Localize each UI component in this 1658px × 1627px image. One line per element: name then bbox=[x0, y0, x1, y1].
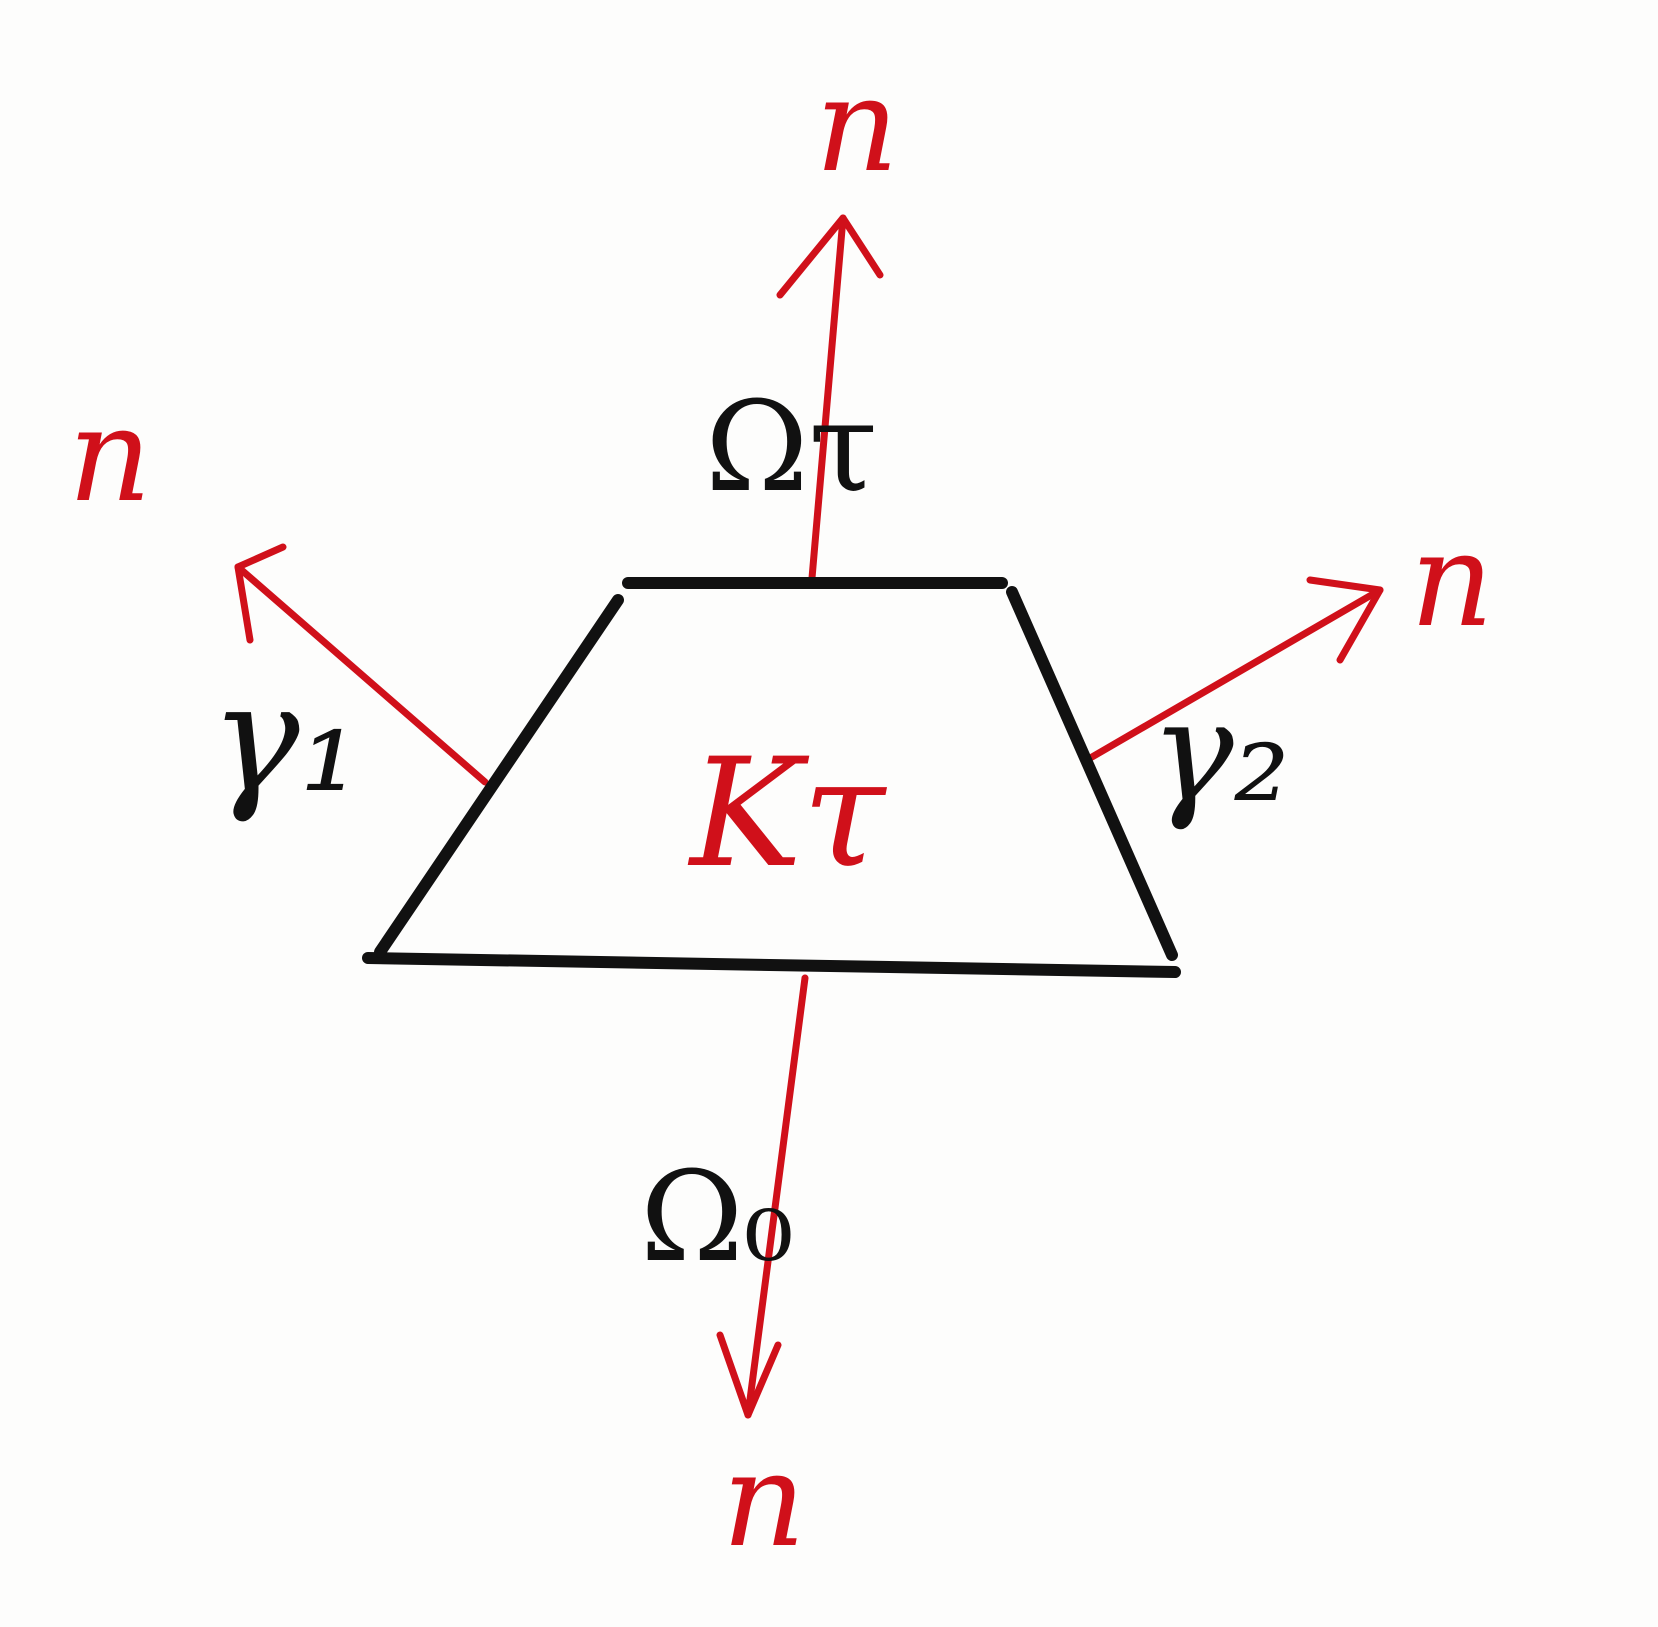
left-edge bbox=[380, 600, 618, 952]
normal-label-left: n bbox=[68, 379, 152, 531]
normal-arrowhead-top bbox=[780, 218, 880, 295]
left-side-label: γ₁ bbox=[210, 652, 360, 826]
bottom-edge bbox=[368, 958, 1175, 972]
normal-arrowhead-right bbox=[1310, 580, 1380, 660]
normal-label-bottom: n bbox=[722, 1424, 806, 1576]
normal-label-top: n bbox=[815, 49, 899, 201]
normal-label-right: n bbox=[1410, 504, 1494, 656]
right-edge bbox=[1012, 592, 1172, 955]
normal-arrowhead-left bbox=[238, 547, 283, 640]
bottom-boundary-label: Ω₀ bbox=[640, 1145, 794, 1290]
top-boundary-label: Ωτ bbox=[705, 375, 878, 520]
right-side-label: γ₂ bbox=[1150, 671, 1290, 834]
region-label: Kτ bbox=[690, 727, 886, 901]
